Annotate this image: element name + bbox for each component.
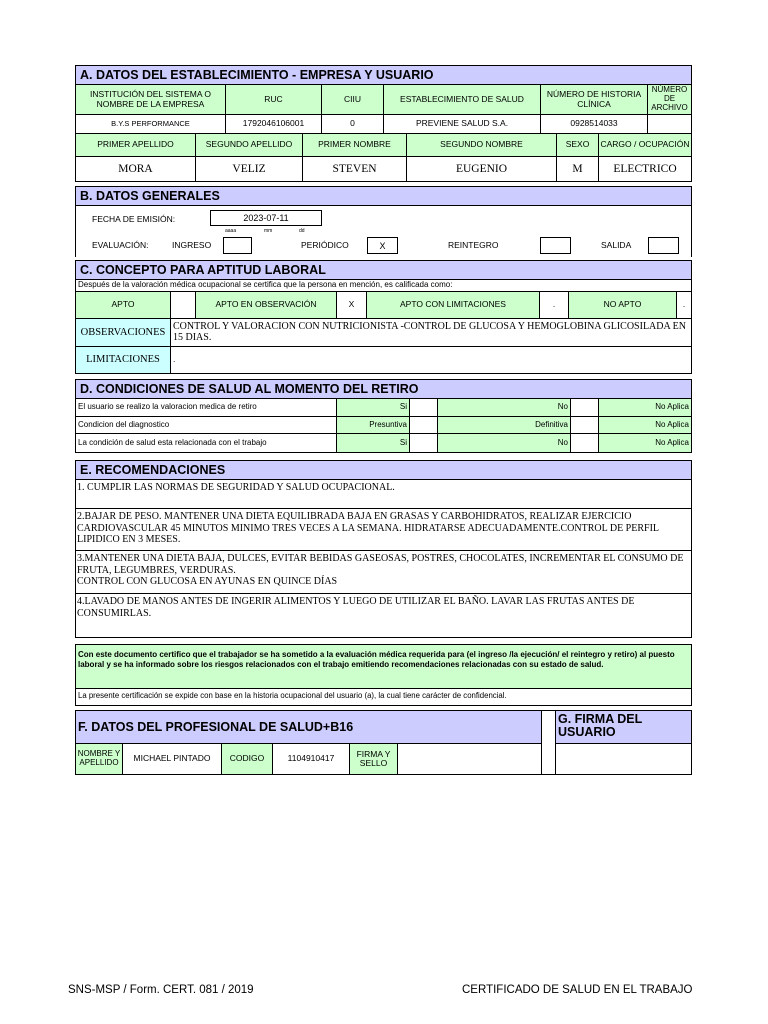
ingreso-checkbox[interactable] <box>223 237 252 254</box>
section-g-title: G. FIRMA DEL USUARIO <box>556 711 691 744</box>
section-e <box>75 460 692 638</box>
header-sexo: SEXO <box>557 134 599 156</box>
value-cargo: ELECTRICO <box>613 162 677 175</box>
apto-limitaciones-checkbox[interactable]: . <box>540 292 569 318</box>
retiro-option-1: Si <box>337 434 410 452</box>
retiro-option-3: No Aplica <box>599 417 691 433</box>
value-primer-nombre: STEVEN <box>303 157 407 181</box>
apto-limitaciones-label: APTO CON LIMITACIONES <box>367 292 540 318</box>
fecha-hint-dd: dd <box>299 228 305 234</box>
recomendacion-4 <box>76 594 691 637</box>
section-d-title: D. CONDICIONES DE SALUD AL MOMENTO DEL RETIRO <box>76 380 691 399</box>
periodico-checkbox[interactable]: X <box>367 237 398 254</box>
fecha-label: FECHA DE EMISIÓN: <box>92 214 176 224</box>
header-establecimiento: ESTABLECIMIENTO DE SALUD <box>384 85 541 114</box>
periodico-label: PERIÓDICO <box>301 240 349 250</box>
apto-checkbox[interactable] <box>171 292 196 318</box>
codigo-label: CODIGO <box>222 744 273 774</box>
section-a-person-values <box>76 157 691 181</box>
value-ciiu: 0 <box>322 115 384 133</box>
value-sexo: M <box>557 157 599 181</box>
limitaciones-row <box>76 347 691 373</box>
retiro-option-2: Definitiva <box>438 417 571 433</box>
salida-checkbox[interactable] <box>648 237 679 254</box>
retiro-checkbox-1[interactable] <box>410 434 438 452</box>
retiro-row-2 <box>76 417 691 434</box>
aptitud-options-row <box>76 292 691 319</box>
observaciones-row <box>76 319 691 347</box>
firma-usuario-field[interactable] <box>556 744 691 774</box>
value-ruc: 1792046106001 <box>226 115 322 133</box>
value-institucion: B.Y.S PERFORMANCE <box>76 115 226 133</box>
recomendacion-3 <box>76 551 691 594</box>
section-a-title: A. DATOS DEL ESTABLECIMIENTO - EMPRESA Y USUARIO <box>76 66 691 85</box>
nombre-value: MICHAEL PINTADO <box>123 744 222 774</box>
section-a-headers <box>76 85 691 115</box>
apto-label: APTO <box>76 292 171 318</box>
section-a-values <box>76 115 691 134</box>
value-primer-apellido: MORA <box>76 157 196 181</box>
section-f <box>75 710 542 775</box>
section-a-person-headers <box>76 134 691 157</box>
reintegro-label: REINTEGRO <box>448 240 499 250</box>
retiro-question: La condición de salud esta relacionada con el trabajo <box>76 434 337 452</box>
section-c-intro: Después de la valoración médica ocupacional se certifica que la persona en mención, es calificada como: <box>78 280 453 290</box>
recomendacion-text: 1. CUMPLIR LAS NORMAS DE SEGURIDAD Y SALUD OCUPACIONAL. <box>77 482 395 493</box>
nombre-label: NOMBRE Y APELLIDO <box>76 744 123 774</box>
retiro-row-3 <box>76 434 691 452</box>
header-segundo-apellido: SEGUNDO APELLIDO <box>196 134 303 156</box>
retiro-row-1 <box>76 399 691 417</box>
section-g <box>555 710 692 775</box>
section-e-title: E. RECOMENDACIONES <box>76 461 691 480</box>
salida-label: SALIDA <box>601 240 632 250</box>
retiro-question: Condicion del diagnostico <box>76 417 337 433</box>
apto-observacion-checkbox[interactable]: X <box>337 292 367 318</box>
certification-statement: Con este documento certifico que el trabajador se ha sometido a la evaluación médica requerida para (el ingreso /la ejecución/ el reintegro y retiro) al puesto laboral y se ha informado sobre los riesgos relacionados con el trabajo emitiendo recomendaciones relacionadas con su estado de salud. <box>76 645 691 689</box>
codigo-value: 1104910417 <box>273 744 350 774</box>
retiro-option-2: No <box>438 399 571 416</box>
section-f-row <box>76 744 541 774</box>
retiro-checkbox-2[interactable] <box>571 434 599 452</box>
observaciones-label: OBSERVACIONES <box>76 319 171 346</box>
reintegro-checkbox[interactable] <box>540 237 571 254</box>
recomendacion-text: 4.LAVADO DE MANOS ANTES DE INGERIR ALIMENTOS Y LUEGO DE UTILIZAR EL BAÑO. LAVAR LAS FRUTAS ANTES DE CONSUMIRLAS. <box>77 596 635 619</box>
header-primer-apellido: PRIMER APELLIDO <box>76 134 196 156</box>
section-d <box>75 379 692 453</box>
value-segundo-apellido: VELIZ <box>196 157 303 181</box>
firma-sello-label: FIRMA Y SELLO <box>350 744 398 774</box>
retiro-option-3: No Aplica <box>599 399 691 416</box>
evaluacion-label: EVALUACIÓN: <box>92 240 149 250</box>
certification-note: La presente certificación se expide con base en la historia ocupacional del usuario (a), la cual tiene carácter de confidencial. <box>78 691 507 700</box>
retiro-checkbox-2[interactable] <box>571 399 599 416</box>
recomendacion-text-extra: CONTROL CON GLUCOSA EN AYUNAS EN QUINCE DÍAS <box>77 576 338 587</box>
retiro-checkbox-1[interactable] <box>410 417 438 433</box>
apto-observacion-label: APTO EN OBSERVACIÓN <box>196 292 337 318</box>
value-historia-clinica: 0928514033 <box>541 115 648 133</box>
retiro-option-3: No Aplica <box>599 434 691 452</box>
header-archivo: NÚMERO DE ARCHIVO <box>651 85 688 112</box>
fecha-emision-field[interactable]: 2023-07-11 <box>210 210 322 226</box>
recomendacion-text: 3.MANTENER UNA DIETA BAJA, DULCES, EVITAR BEBIDAS GASEOSAS, POSTRES, CHOCOLATES, INCREMENTAR EL CONSUMO DE FRUTA, LEGUMBRES, VERDURAS. <box>77 553 684 576</box>
section-c-intro-row <box>76 280 691 292</box>
header-segundo-nombre: SEGUNDO NOMBRE <box>407 134 557 156</box>
retiro-option-1: Presuntiva <box>337 417 410 433</box>
value-archivo <box>648 115 691 133</box>
retiro-option-2: No <box>438 434 571 452</box>
recomendacion-1 <box>76 480 691 509</box>
no-apto-checkbox[interactable]: . <box>682 299 686 310</box>
certification-block <box>75 644 692 706</box>
section-c-title: C. CONCEPTO PARA APTITUD LABORAL <box>76 261 691 280</box>
header-ciiu: CIIU <box>322 85 384 114</box>
section-b-title: B. DATOS GENERALES <box>76 187 691 206</box>
limitaciones-label: LIMITACIONES <box>76 347 171 373</box>
recomendacion-text: 2.BAJAR DE PESO. MANTENER UNA DIETA EQUILIBRADA BAJA EN GRASAS Y CARBOHIDRATOS, REALIZAR EJERCICIO CARDIOVASCULAR 45 MINUTOS MINIMO TRES VECES A LA SEMANA. HIDRATARSE ADECUADAMENTE.CONTROL DE PERFIL LIPIDICO EN 3 MESES. <box>77 511 659 545</box>
observaciones-text: CONTROL Y VALORACION CON NUTRICIONISTA -CONTROL DE GLUCOSA Y HEMOGLOBINA GLICOSILADA EN 15 DIAS. <box>173 321 686 343</box>
footer-form-title: CERTIFICADO DE SALUD EN EL TRABAJO <box>462 984 693 996</box>
recomendacion-2 <box>76 509 691 551</box>
section-a <box>75 65 692 182</box>
retiro-checkbox-1[interactable] <box>410 399 438 416</box>
retiro-option-1: Si <box>337 399 410 416</box>
header-ruc: RUC <box>226 85 322 114</box>
section-f-title: F. DATOS DEL PROFESIONAL DE SALUD+B16 <box>76 711 541 744</box>
fecha-hint-mm: mm <box>264 228 273 234</box>
header-institucion: INSTITUCIÓN DEL SISTEMA O NOMBRE DE LA EMPRESA <box>76 85 226 114</box>
section-c <box>75 260 692 374</box>
header-cargo: CARGO / OCUPACIÓN <box>600 139 690 150</box>
footer-form-id: SNS-MSP / Form. CERT. 081 / 2019 <box>68 984 254 996</box>
fecha-hint-aaaa: aaaa <box>225 228 237 234</box>
header-historia-clinica: NÚMERO DE HISTORIA CLÍNICA <box>541 85 648 114</box>
retiro-question: El usuario se realizo la valoracion medica de retiro <box>76 399 337 416</box>
section-f-gap-column <box>541 710 556 775</box>
no-apto-label: NO APTO <box>569 292 677 318</box>
value-establecimiento: PREVIENE SALUD S.A. <box>384 115 541 133</box>
header-primer-nombre: PRIMER NOMBRE <box>303 134 407 156</box>
retiro-checkbox-2[interactable] <box>571 417 599 433</box>
firma-sello-field[interactable] <box>398 744 541 774</box>
limitaciones-text: . <box>173 354 176 365</box>
value-segundo-nombre: EUGENIO <box>407 157 557 181</box>
ingreso-label: INGRESO <box>172 240 212 250</box>
